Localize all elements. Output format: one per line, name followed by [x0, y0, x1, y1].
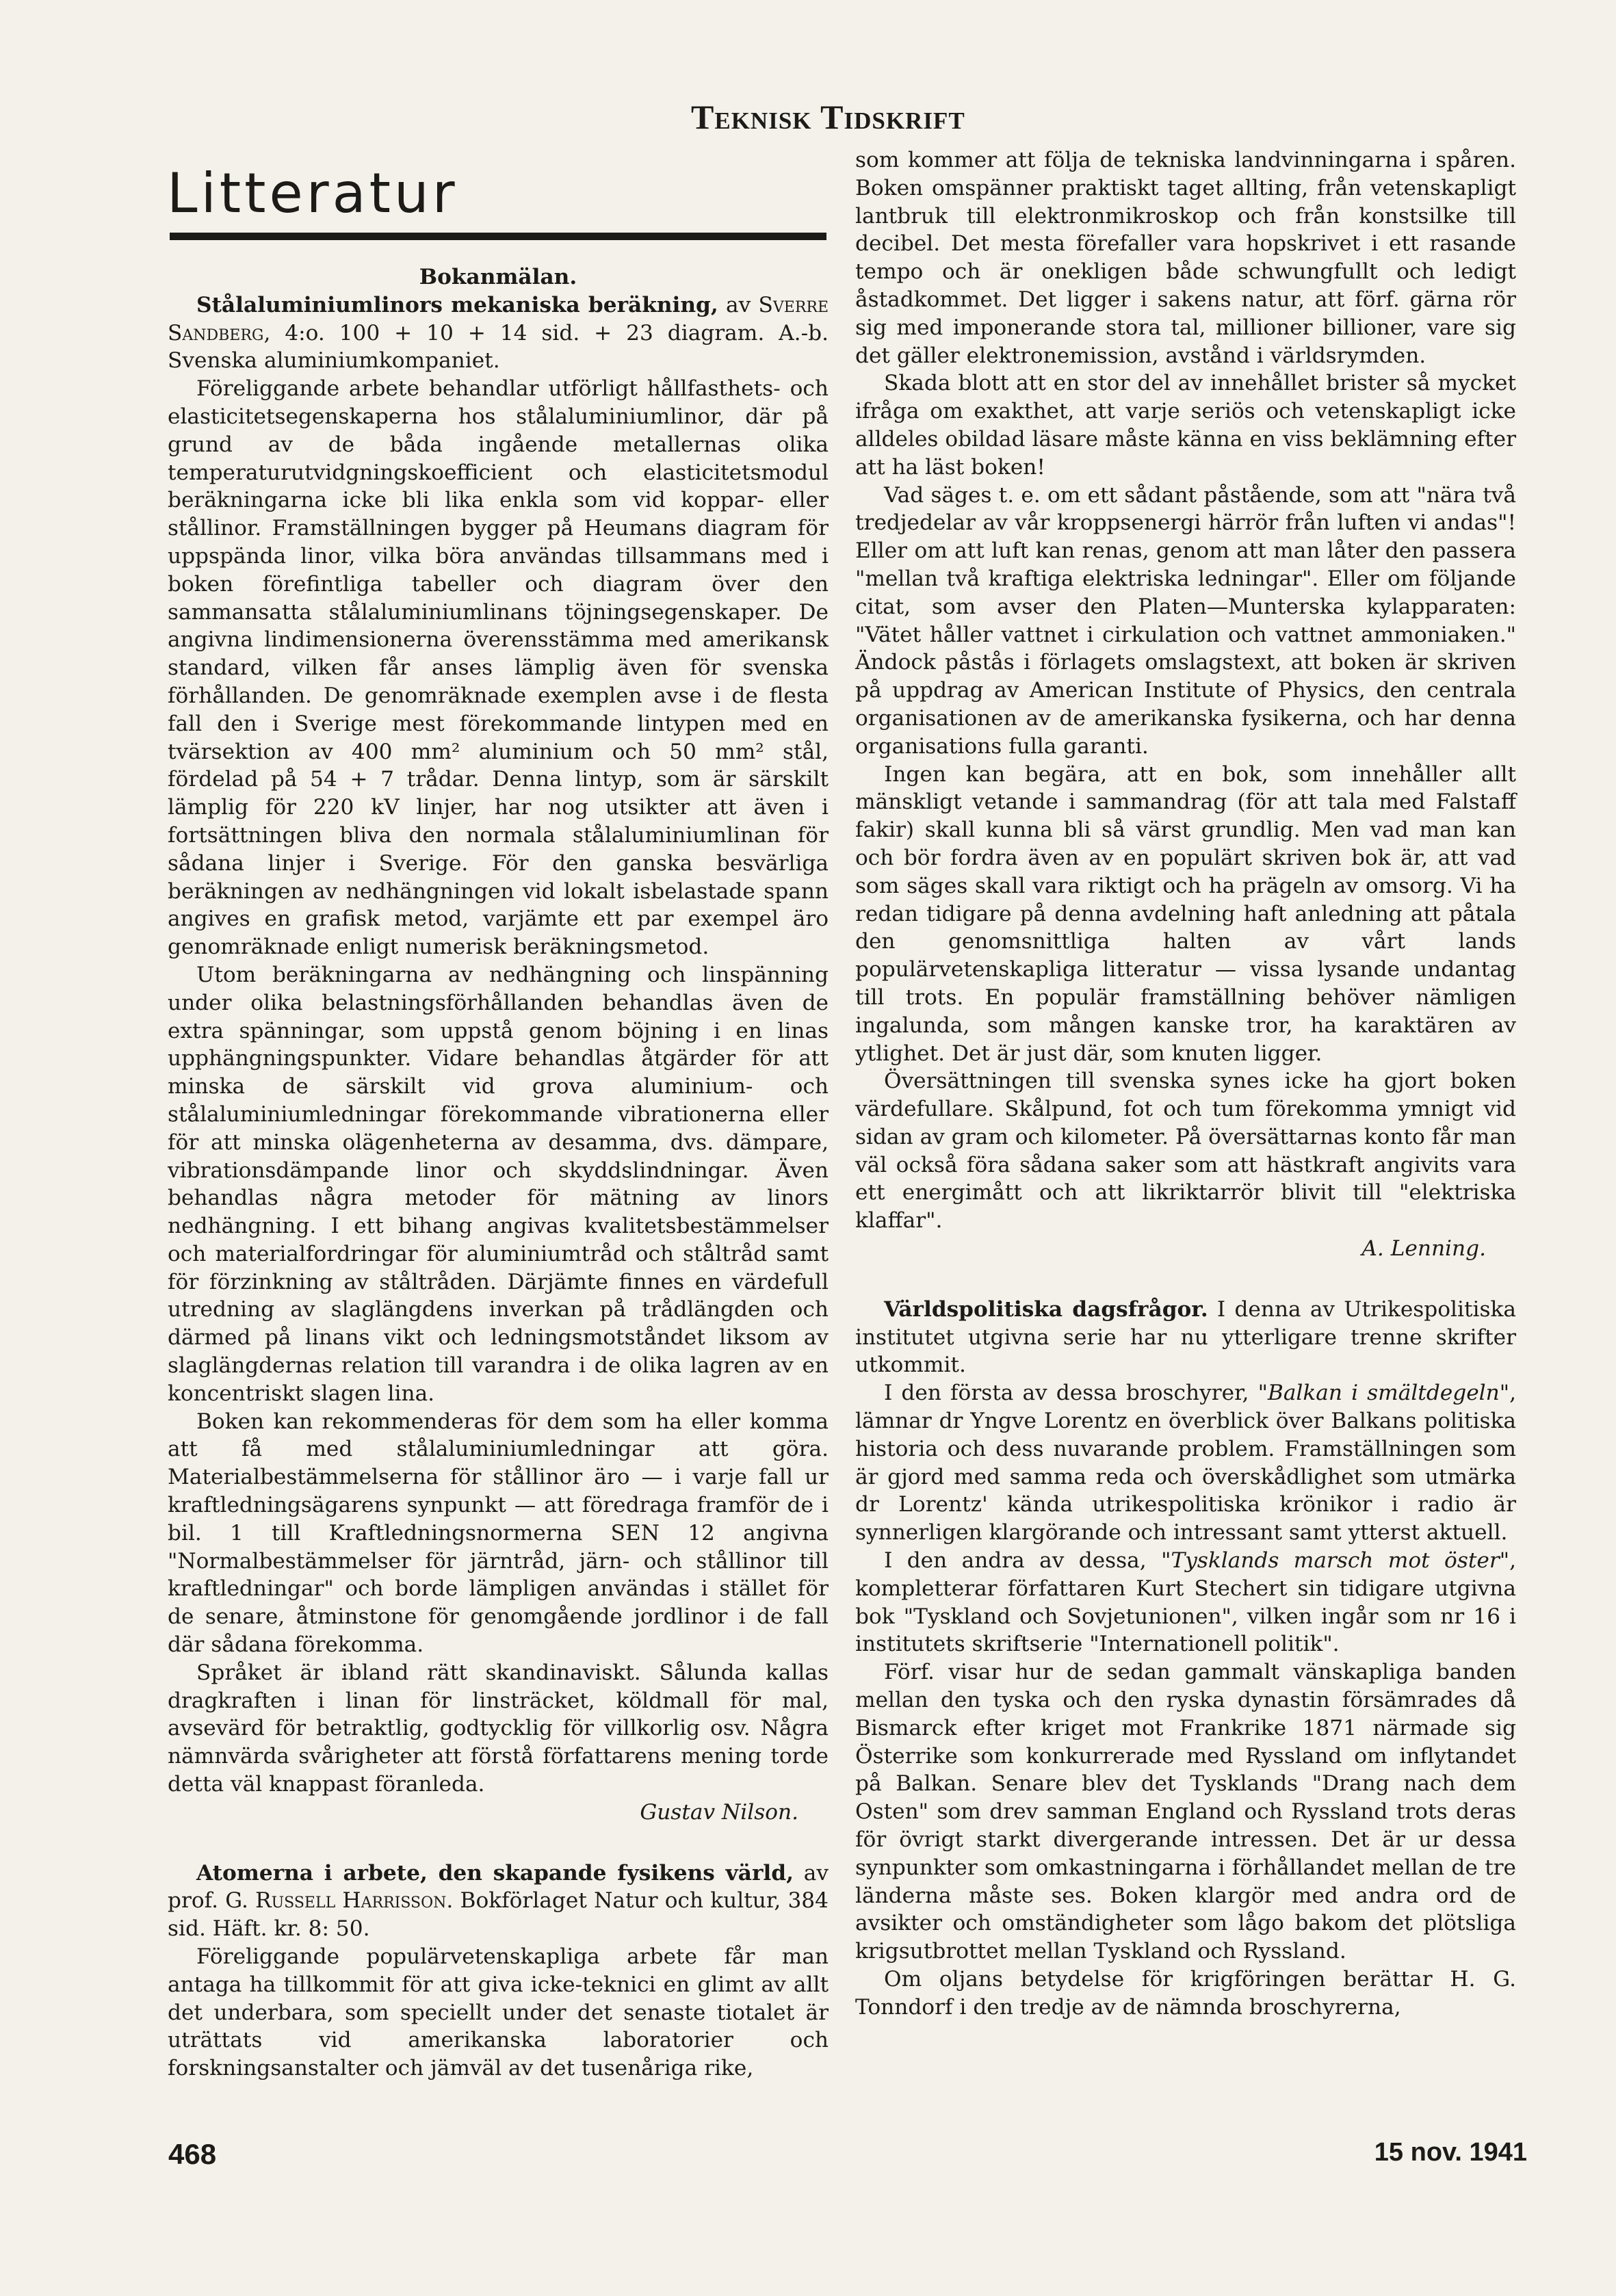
section-rule: [170, 233, 826, 240]
review-by: av: [718, 292, 759, 317]
review-header: [855, 1296, 1516, 1379]
reviewer-signature: A. Lenning.: [1361, 1236, 1486, 1262]
paragraph: [855, 1379, 1516, 1547]
paragraph: Föreliggande arbete behandlar utförligt hållfasthets- och elasticitetsegenskaperna hos stålaluminiumlinor, där på grund av de båda ingående metallernas olika temperaturutvidgningskoefficient och elasticitetsmodul beräkningarna icke bli lika enkla som vid koppar- eller stållinor. Framställningen bygger på Heumans diagram för uppspända linor, vilka böra användas tillsammans med i boken förefintliga tabeller och diagram över den sammansatta stålaluminiumlinans töjningsegenskaper. De angivna lindimensionerna överensstämma med amerikansk standard, vilken får anses lämplig även för svenska förhållanden. De genomräknade exemplen avse i de flesta fall den i Sverige mest förekommande lintypen med en tvärsektion av 400 mm² aluminium och 50 mm² stål, fördelad på 54 + 7 trådar. Denna lintyp, som är särskilt lämplig för 220 kV linjer, har nog utsikter att även i fortsättningen bliva den normala stålaluminiumlinan för sådana linjer i Sverige. För den ganska besvärliga beräkningen av nedhängningen vid lokalt isbelastade spann angives en grafisk metod, varjämte ett par exempel äro genomräknade enligt numerisk beräkningsmetod.: [168, 376, 829, 960]
review-intro: I denna av Utrikespolitiska institutet utgivna serie har nu ytterligare trenne skrifter utkommit.: [855, 1296, 1516, 1378]
review-title: Stålaluminiumlinors mekaniska beräkning,: [196, 292, 718, 317]
italic-title: "Balkan i smältdegeln": [1257, 1381, 1510, 1406]
paragraph: Skada blott att en stor del av innehållet brister så mycket ifråga om exakthet, att varje seriös och vetenskapligt icke alldeles obildad läsare måste känna en viss beklämning efter att ha läst boken!: [855, 371, 1516, 480]
text-span: I den andra av dessa,: [884, 1548, 1162, 1574]
paragraph: som kommer att följa de tekniska landvinningarna i spåren. Boken omspänner praktiskt taget allting, från vetenskapligt lantbruk till elektronmikroskop och från konstsilke till decibel. Det mesta förefaller vara hopskrivet i ett rasande tempo och är onekligen både schwungfullt och ledigt åstadkommet. Det ligger i sakens natur, att förf. gärna rör sig med imponerande stora tal, millioner billioner, vare sig det gäller elektronemission, avstånd i världsrymden.: [855, 148, 1516, 368]
reviewer-signature: Gustav Nilson.: [640, 1799, 798, 1825]
review-title: Världspolitiska dagsfrågor.: [884, 1296, 1208, 1322]
review-meta: . Bokförlaget Natur och kultur, 384 sid. Häft. kr. 8: 50.: [168, 1888, 829, 1942]
review-by: av prof.: [168, 1860, 829, 1914]
subhead: Bokanmälan.: [419, 265, 577, 289]
paragraph: Översättningen till svenska synes icke ha gjort boken värdefullare. Skålpund, fot och tum förekomma ymnigt vid sidan av gram och kilometer. På översättarnas konto får man väl också föra sådana saker som att hästkraft angivits vara ett energimått och att likriktarrör blivit till "elektriska klaffar".: [855, 1069, 1516, 1234]
review-header: [168, 1860, 829, 1943]
review-title: Atomerna i arbete, den skapande fysikens värld,: [196, 1860, 794, 1886]
text-span: I den första av dessa broschyrer,: [884, 1381, 1258, 1406]
review-author: Sverre Sandberg: [168, 292, 829, 345]
italic-title: "Tysklands marsch mot öster": [1161, 1548, 1510, 1574]
paragraph: Vad säges t. e. om ett sådant påstående, som att "nära två tredjedelar av vår kroppsenergi härrör från luften vi andas"! Eller om att luft kan renas, genom att man låter den passera "mellan två kraftiga elektriska ledningar". Eller om följande citat, som avser den Platen—Munterska kylapparaten: "Vätet håller vattnet i cirkulation och vattnet ammoniaken." Ändock påstås i förlagets omslagstext, att boken är skriven på uppdrag av American Institute of Physics, den centrala organisationen av de amerikanska fysikerna, och har denna organisations fulla garanti.: [855, 482, 1516, 759]
paragraph: Utom beräkningarna av nedhängning och linspänning under olika belastningsförhållanden behandlas även de extra spänningar, som uppstå genom böjning i en linas upphängningspunkter. Vidare behandlas åtgärder för att minska de särskilt vid grova aluminium- och stålaluminiumledningar förekommande vibrationerna eller för att minska olägenheterna av desamma, dvs. dämpare, vibrationsdämpande linor och skyddslindningar. Även behandlas några metoder för mätning av linors nedhängning. I ett bihang angivas kvalitetsbestämmelser och materialfordringar för aluminiumtråd och ståltråd samt för förzinkning av ståltråden. Därjämte finnes en värdefull utredning av slaglängdens inverkan på trådlängden och därmed på linans vikt och ledningsmotståndet liksom av slaglängdernas relation till varandra i de olika lagren av en koncentriskt slagen lina.: [168, 962, 829, 1406]
review-meta: , 4:o. 100 + 10 + 14 sid. + 23 diagram. A.-b. Svenska aluminiumkompaniet.: [168, 320, 829, 374]
left-column: [168, 263, 829, 2083]
review-author: G. Russell Harrisson: [225, 1888, 447, 1914]
text-span: , kompletterar författaren Kurt Stechert sin tidigare utgivna bok "Tyskland och Sovjetunionen", vilken ingår som nr 16 i institutets skriftserie "Internationell politik".: [855, 1548, 1516, 1657]
paragraph: [855, 1547, 1516, 1658]
issue-date: 15 nov. 1941: [1374, 2138, 1527, 2167]
review-header: [168, 291, 829, 375]
paragraph: Boken kan rekommenderas för dem som ha eller komma att få med stålaluminiumledningar att göra. Materialbestämmelserna för stållinor äro — i varje fall ur kraftledningsägarens synpunkt — att föredraga framför de i bil. 1 till Kraftledningsnormerna SEN 12 angivna "Normalbestämmelser för järntråd, järn- och stållinor till kraftledningar" och borde lämpligen användas i stället för de senare, åtminstone för genomgående jordlinor i de fall där sådana förekomma.: [168, 1409, 829, 1658]
text-span: , lämnar dr Yngve Lorentz en överblick över Balkans politiska historia och dess nuvarande problem. Framställningen som är gjord med samma reda och överskådlighet som utmärka dr Lorentz' kända utrikespolitiska krönikor i radio är synnerligen klargörande och intressant samt ytterst aktuell.: [855, 1381, 1516, 1545]
section-title: Litteratur: [167, 161, 458, 225]
paragraph: Förf. visar hur de sedan gammalt vänskapliga banden mellan den tyska och den ryska dynastin försämrades då Bismarck efter kriget mot Frankrike 1871 närmade sig Österrike som konkurrerade med Ryssland om inflytandet på Balkan. Senare blev det Tysklands "Drang nach dem Osten" som drev samman England och Ryssland trots deras för övrigt starkt divergerande intressen. Det är ur dessa synpunkter som omkastningarna i förhållandet mellan de tre länderna måste ses. Boken klargör med andra ord de avsikter och omständigheter som lågo bakom det plötsliga krigsutbrottet mellan Tyskland och Ryssland.: [855, 1660, 1516, 1964]
paragraph: Ingen kan begära, att en bok, som innehåller allt mänskligt vetande i sammandrag (för att tala med Falstaff fakir) skall kunna bli så värst grundlig. Men vad man kan och bör fordra även av en populärt skriven bok är, att vad som säges skall vara riktigt och ha prägeln av omsorg. Vi ha redan tidigare på denna avdelning haft anledning att påtala den genomsnittliga halten av vårt lands populärvetenskapliga litteratur — vissa lysande undantag till trots. En populär framställning behöver nämligen ingalunda, som mången kanske tror, ha karaktären av ytlighet. Det är just där, som knuten ligger.: [855, 761, 1516, 1066]
paragraph: Föreliggande populärvetenskapliga arbete får man antaga ha tillkommit för att giva icke-teknici en glimt av allt det underbara, som speciellt under det senaste tiotalet är uträttats vid amerikanska laboratorier och forskningsanstalter och jämväl av det tusenåriga rike,: [168, 1944, 829, 2081]
right-column: [855, 146, 1516, 2022]
paragraph: Språket är ibland rätt skandinaviskt. Sålunda kallas dragkraften i linan för linsträcket, köldmall för mal, avsevärd för betraktlig, godtycklig för villkorlig osv. Några nämnvärda svårigheter att förstå författarens mening torde detta väl knappast föranleda.: [168, 1660, 829, 1797]
page-number: 468: [168, 2138, 217, 2170]
paragraph: Om oljans betydelse för krigföringen berättar H. G. Tonndorf i den tredje av de nämnda broschyrerna,: [855, 1967, 1516, 2020]
journal-title: Teknisk Tidskrift: [691, 98, 965, 136]
